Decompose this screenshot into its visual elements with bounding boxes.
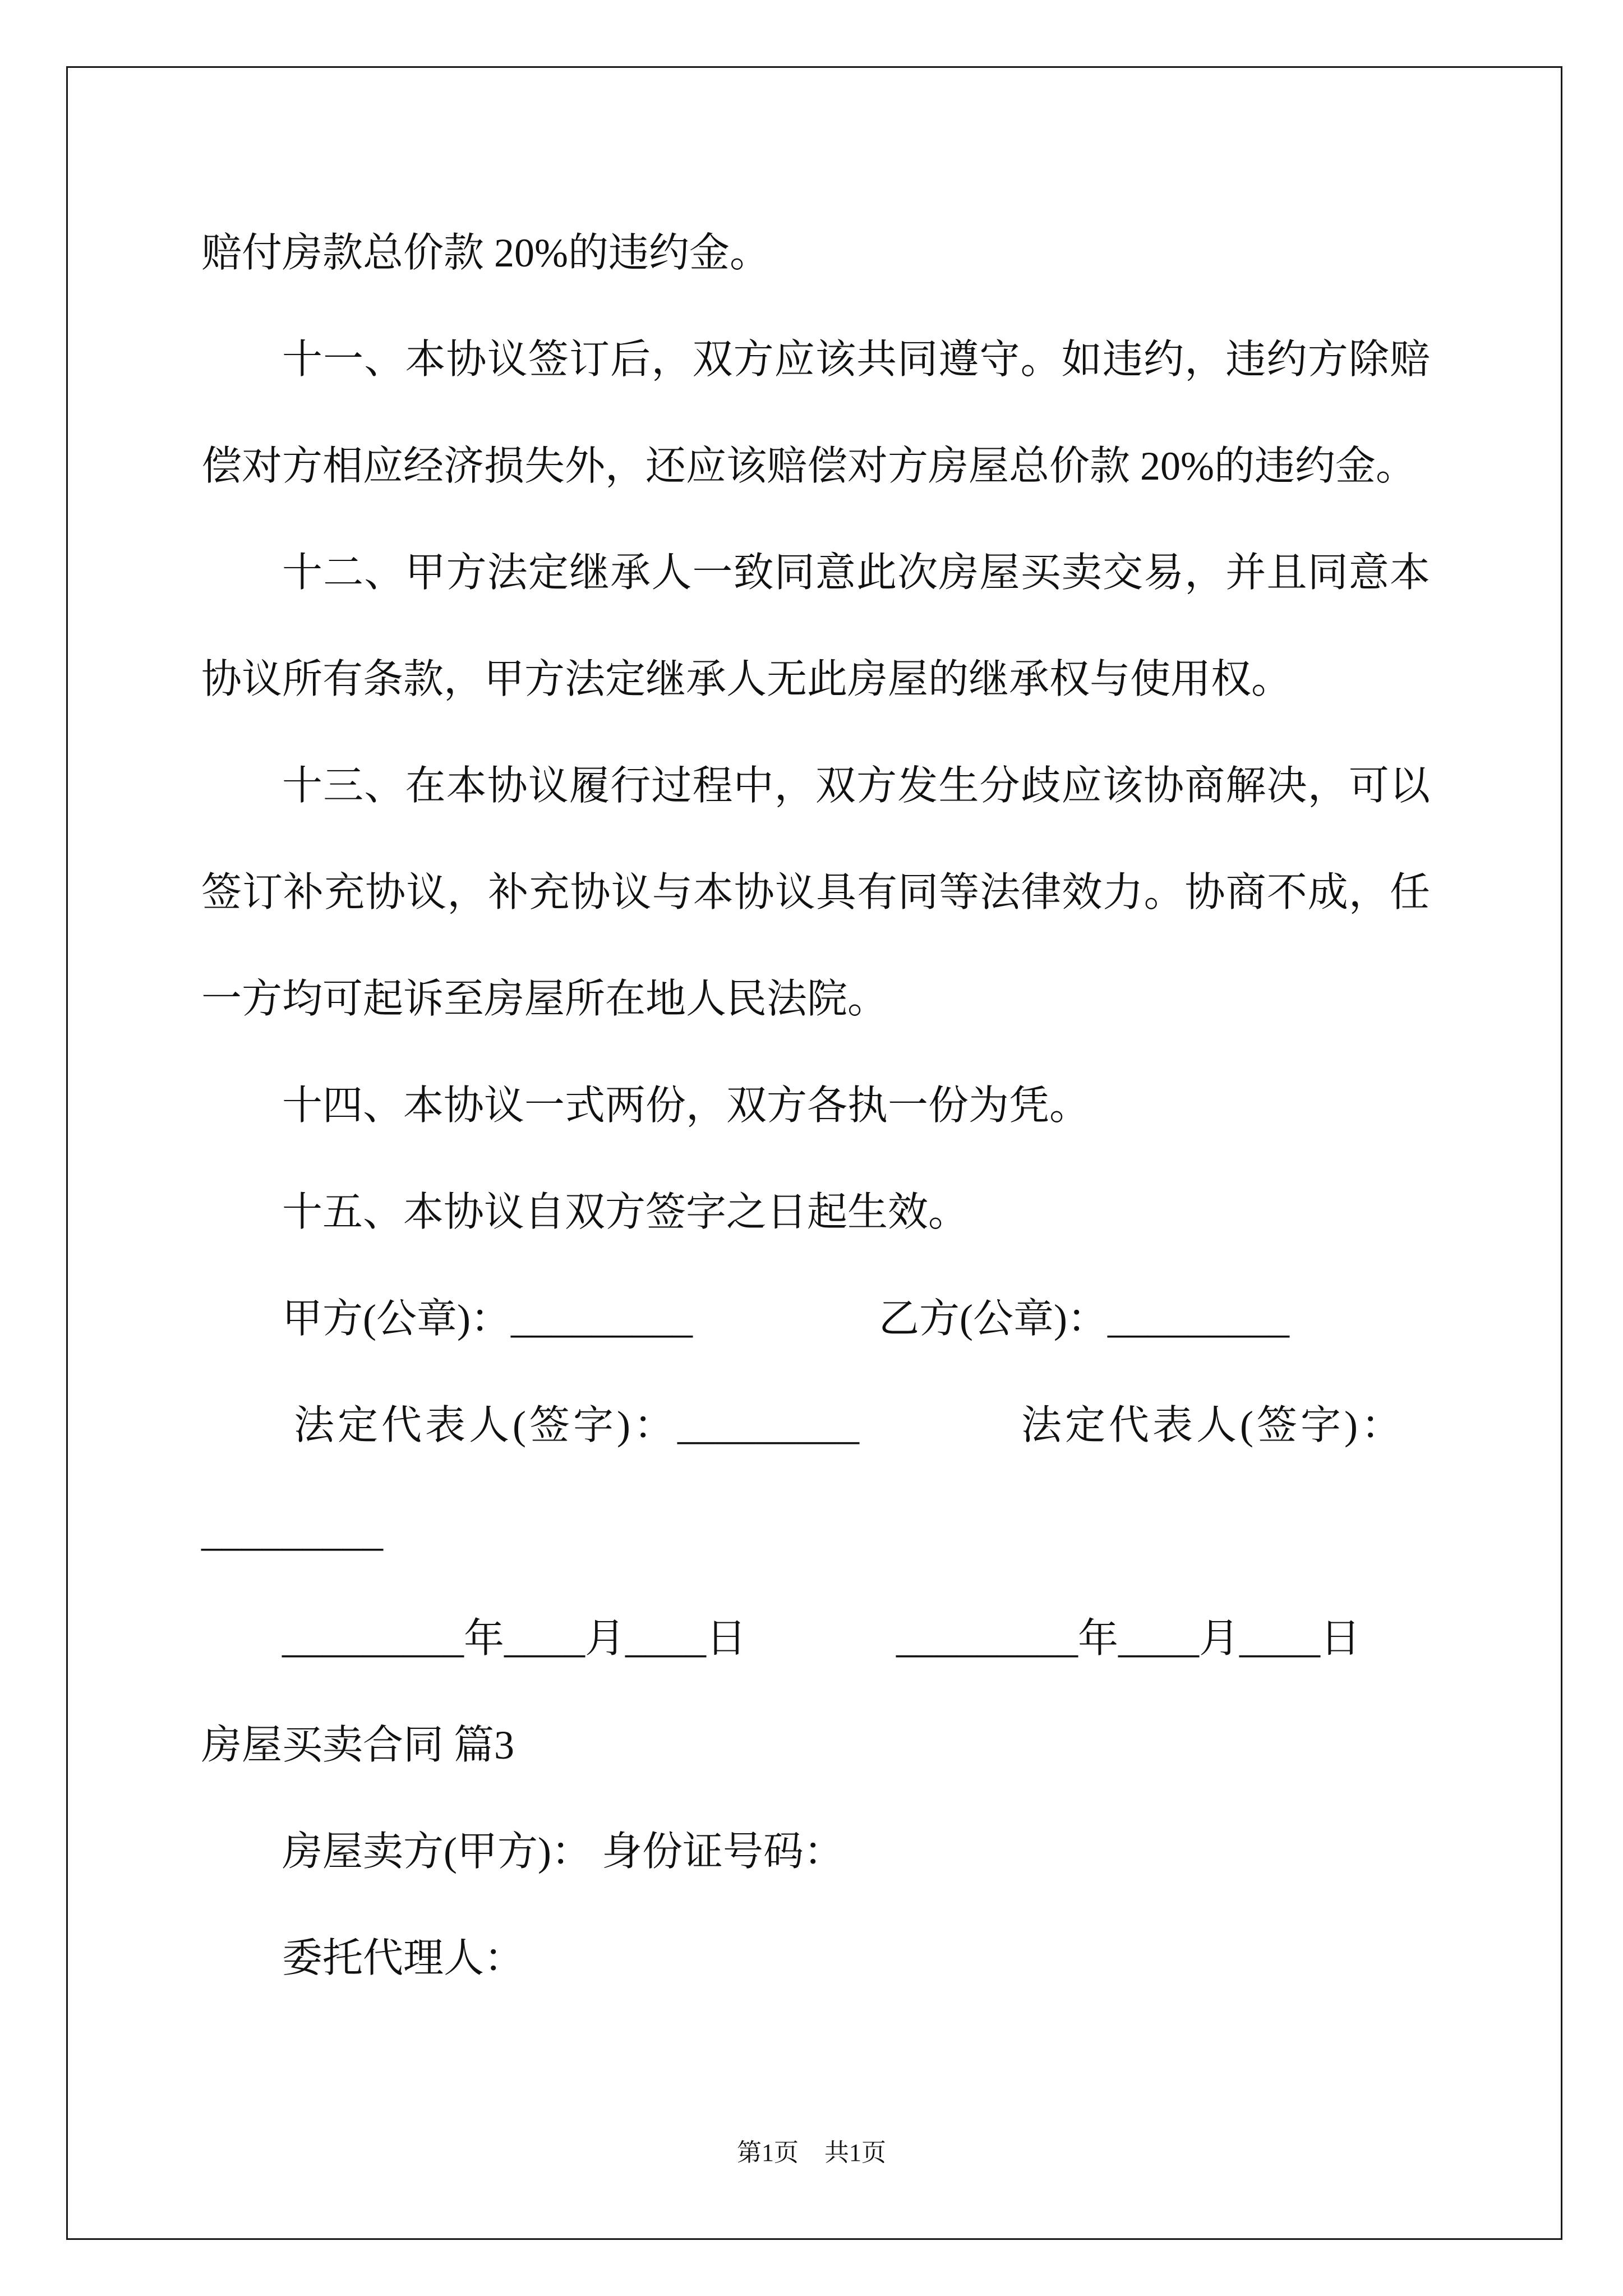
agent-field: 委托代理人：: [282, 1936, 525, 1981]
party-a-rep-label: 法定代表人(签字)：: [294, 1403, 677, 1448]
party-a-seal-field: 甲方(公章)：_________: [282, 1296, 693, 1341]
seller-field: 房屋卖方(甲方)： 身份证号码：: [282, 1829, 844, 1874]
page-number-total: 共1页: [824, 2139, 886, 2166]
party-a-date-field: _________年____月____日: [282, 1616, 746, 1661]
signature-seal-row: [201, 1266, 1430, 1372]
signature-rep-row: [201, 1372, 1430, 1479]
clause-14: 十四、本协议一式两份，双方各执一份为凭。: [282, 1083, 1090, 1128]
clause-13-line-2: 签订补充协议，补充协议与本协议具有同等法律效力。协商不成，任: [201, 870, 1430, 915]
clause-12-line-2: 协议所有条款，甲方法定继承人无此房屋的继承权与使用权。: [201, 657, 1292, 702]
party-b-seal-field: 乙方(公章)：_________: [879, 1296, 1289, 1341]
party-a-rep-blank: _________: [677, 1403, 859, 1448]
party-b-rep-blank: _________: [201, 1510, 383, 1554]
clause-13-line-1: 十三、在本协议履行过程中，双方发生分歧应该协商解决，可以: [282, 763, 1430, 808]
party-b-rep-label: 法定代表人(签字)：: [1021, 1403, 1405, 1448]
page-footer: [0, 2136, 1623, 2170]
clause-10-tail: 赔付房款总价款 20%的违约金。: [201, 231, 770, 275]
document-body: [201, 200, 1430, 2012]
clause-11-line-1: 十一、本协议签订后，双方应该共同遵守。如违约，违约方除赔: [282, 337, 1430, 382]
page-number-current: 第1页: [737, 2139, 799, 2166]
party-b-date-field: _________年____月____日: [896, 1616, 1361, 1661]
clause-13-line-3: 一方均可起诉至房屋所在地人民法院。: [201, 977, 888, 1022]
party-a-rep-field: [294, 1372, 859, 1479]
clause-11-line-2: 偿对方相应经济损失外，还应该赔偿对方房屋总价款 20%的违约金。: [201, 444, 1416, 489]
clause-15: 十五、本协议自双方签字之日起生效。: [282, 1190, 969, 1235]
section-title: 房屋买卖合同 篇3: [201, 1723, 515, 1768]
signature-date-row: [201, 1585, 1430, 1692]
clause-12-line-1: 十二、甲方法定继承人一致同意此次房屋买卖交易，并且同意本: [282, 550, 1430, 595]
